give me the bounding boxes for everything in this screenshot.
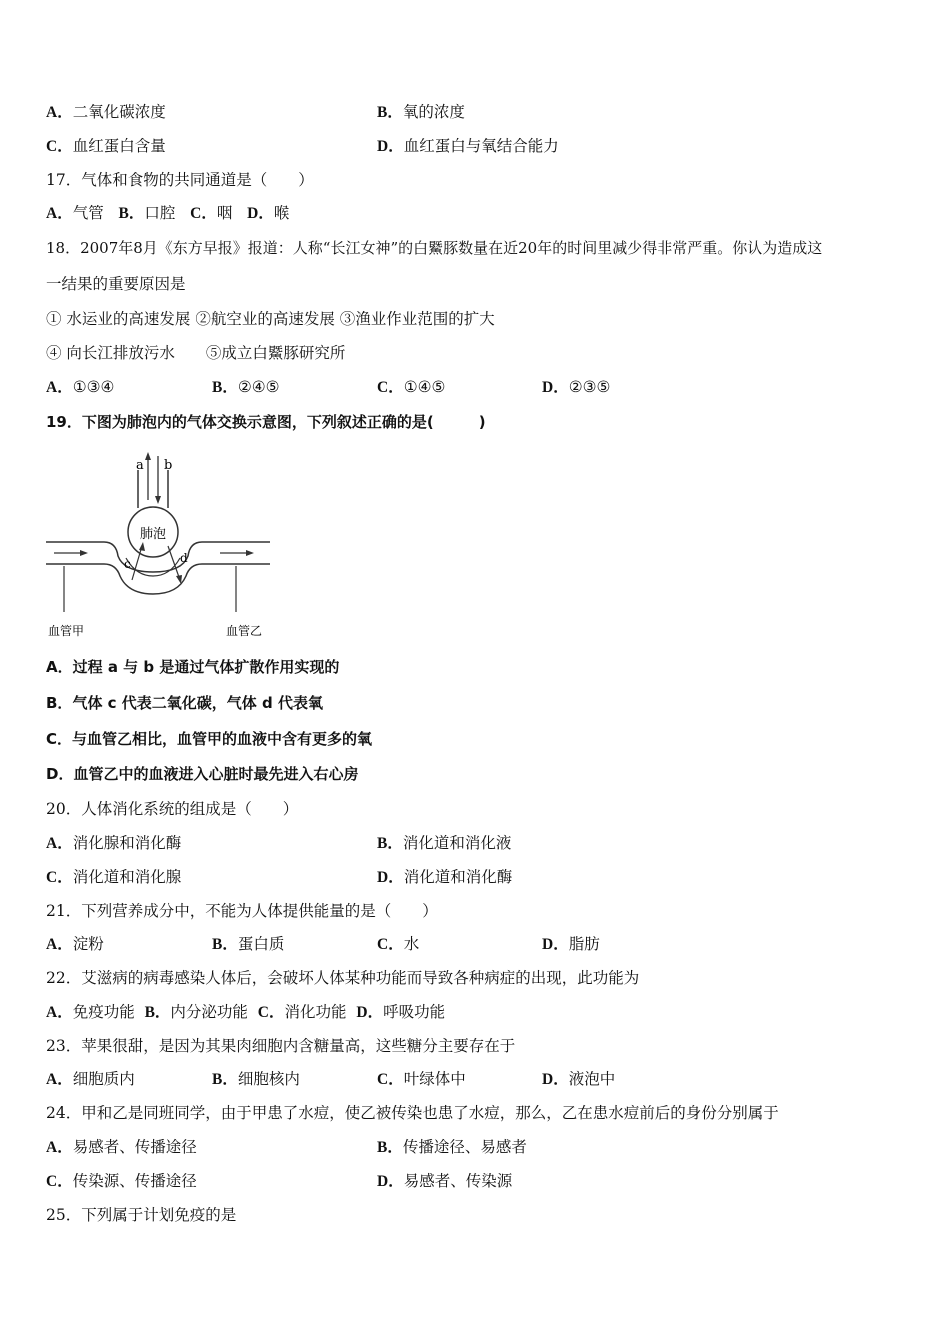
- q21-stem: 21．下列营养成分中，不能为人体提供能量的是（ ）: [46, 902, 438, 920]
- q17-stem: 17．气体和食物的共同通道是（ ）: [46, 171, 314, 189]
- q18-option-a: A．①③④: [46, 378, 115, 396]
- q16-option-c: C．血红蛋白含量: [46, 137, 166, 155]
- q23-stem: 23．苹果很甜，是因为其果肉细胞内含糖量高，这些糖分主要存在于: [46, 1037, 516, 1055]
- q19-option-c: C．与血管乙相比，血管甲的血液中含有更多的氧: [46, 730, 373, 748]
- q22-options: A．免疫功能 B．内分泌功能 C．消化功能 D．呼吸功能: [46, 1003, 446, 1021]
- q21-option-b: B．蛋白质: [212, 935, 285, 953]
- vessel-1-label: 血管甲: [48, 624, 85, 638]
- q23-option-b: B．细胞核内: [212, 1070, 300, 1088]
- q24-stem: 24．甲和乙是同班同学，由于甲患了水痘，使乙被传染也患了水痘，那么，乙在患水痘前后的身份分别属于: [46, 1104, 779, 1122]
- label-b: b: [164, 458, 173, 473]
- q24-option-c: C．传染源、传播途径: [46, 1172, 197, 1190]
- q22-stem: 22．艾滋病的病毒感染人体后，会破坏人体某种功能而导致各种病症的出现，此功能为: [46, 969, 640, 987]
- q19-option-a: A．过程 a 与 b 是通过气体扩散作用实现的: [46, 658, 340, 676]
- q20-option-a: A．消化腺和消化酶: [46, 834, 182, 852]
- q20-stem: 20．人体消化系统的组成是（ ）: [46, 800, 299, 818]
- q21-option-c: C．水: [377, 935, 420, 953]
- q23-option-c: C．叶绿体中: [377, 1070, 466, 1088]
- arrow-d-head: [176, 575, 182, 584]
- q18-stem-line2: 一结果的重要原因是: [46, 275, 186, 293]
- arrow-c-head: [139, 542, 145, 551]
- q21-option-a: A．淀粉: [46, 935, 104, 953]
- q24-option-b: B．传播途径、易感者: [377, 1138, 527, 1156]
- q19-option-b: B．气体 c 代表二氧化碳，气体 d 代表氧: [46, 694, 323, 712]
- q23-option-d: D．液泡中: [542, 1070, 616, 1088]
- q17-options: A．气管 B．口腔 C．咽 D．喉: [46, 204, 290, 222]
- q16-option-a: A．二氧化碳浓度: [46, 103, 166, 121]
- q19-option-d: D．血管乙中的血液进入心脏时最先进入右心房: [46, 765, 359, 783]
- q24-option-a: A．易感者、传播途径: [46, 1138, 197, 1156]
- q24-option-d: D．易感者、传染源: [377, 1172, 513, 1190]
- q20-option-d: D．消化道和消化酶: [377, 868, 513, 886]
- q20-option-b: B．消化道和消化液: [377, 834, 512, 852]
- q16-option-b: B．氧的浓度: [377, 103, 465, 121]
- q18-choices-line1: ① 水运业的高速发展 ②航空业的高速发展 ③渔业作业范围的扩大: [46, 310, 495, 328]
- label-d: d: [180, 551, 188, 565]
- q18-choices-line2: ④ 向长江排放污水 ⑤成立白鱀豚研究所: [46, 344, 346, 362]
- flow-arrow-right-head: [246, 550, 254, 556]
- q18-option-b: B．②④⑤: [212, 378, 280, 396]
- q21-option-d: D．脂肪: [542, 935, 600, 953]
- q16-option-d: D．血红蛋白与氧结合能力: [377, 137, 559, 155]
- vessel-2-label: 血管乙: [226, 624, 263, 638]
- q18-option-d: D．②③⑤: [542, 378, 611, 396]
- q18-stem-line1: 18．2007年8月《东方早报》报道：人称“长江女神”的白鱀豚数量在近20年的时间里减少得非常严重。你认为造成这: [46, 239, 823, 257]
- q23-option-a: A．细胞质内: [46, 1070, 135, 1088]
- alveolus-gas-exchange-diagram: [44, 452, 276, 642]
- arrow-b-head: [155, 496, 161, 504]
- label-a: a: [136, 458, 144, 473]
- q19-stem: 19．下图为肺泡内的气体交换示意图，下列叙述正确的是( ): [46, 413, 486, 431]
- label-c: c: [124, 557, 131, 571]
- q25-stem: 25．下列属于计划免疫的是: [46, 1206, 237, 1224]
- arrow-d: [168, 546, 180, 580]
- alveolus-label: 肺泡: [139, 527, 167, 542]
- arrow-a-head: [145, 452, 151, 460]
- flow-arrow-left-head: [80, 550, 88, 556]
- q20-option-c: C．消化道和消化腺: [46, 868, 182, 886]
- q18-option-c: C．①④⑤: [377, 378, 446, 396]
